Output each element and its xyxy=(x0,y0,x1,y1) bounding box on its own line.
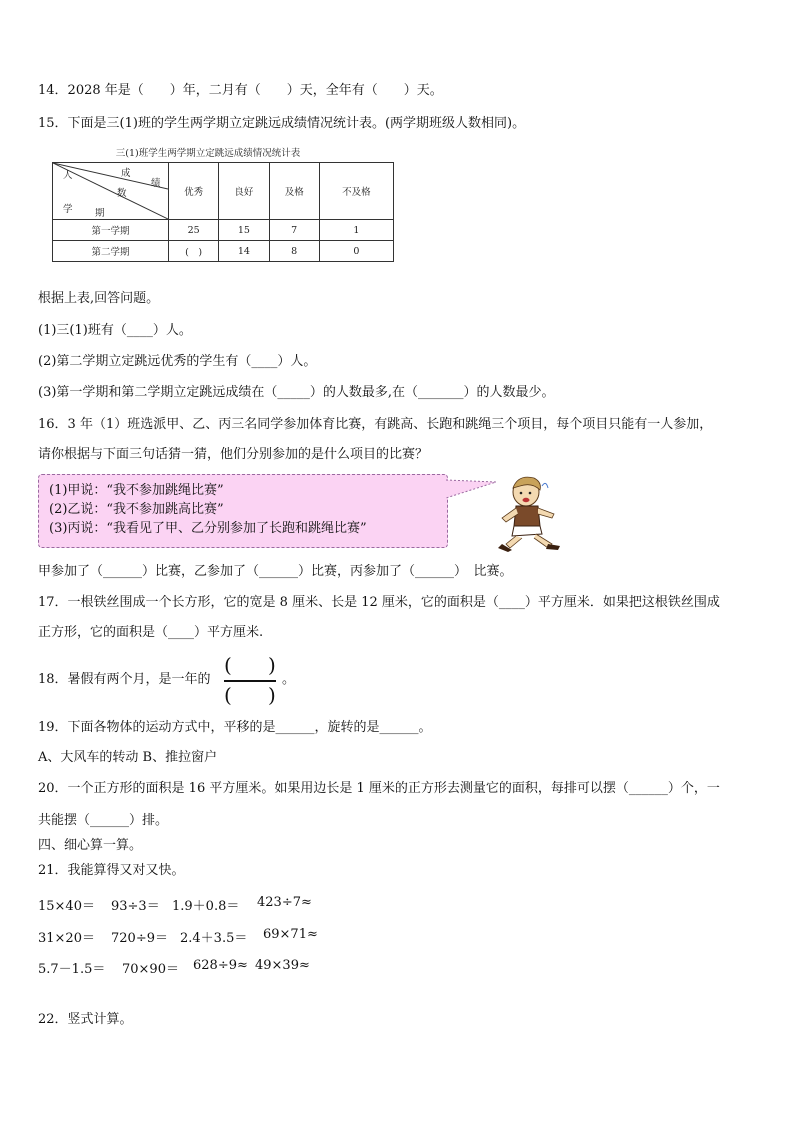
fraction-numerator-close-paren: ) xyxy=(268,653,276,677)
diag-label-cheng: 成 xyxy=(121,168,131,179)
table-cell: 14 xyxy=(219,241,269,262)
table-cell: 25 xyxy=(169,220,219,241)
col-header-good: 良好 xyxy=(219,163,269,220)
question-15-part-1: (1)三(1)班有（____）人。 xyxy=(38,323,192,338)
col-header-pass: 及格 xyxy=(269,163,319,220)
calc-item: 628÷9≈ xyxy=(193,958,248,973)
section-4-heading: 四、细心算一算。 xyxy=(38,838,143,853)
bubble-line: (2)乙说：“我不参加跳高比赛” xyxy=(49,502,224,517)
question-19: 19．下面各物体的运动方式中，平移的是______，旋转的是______。 xyxy=(38,720,432,735)
diagonal-header-cell xyxy=(53,163,169,220)
bubble-line: (3)丙说：“我看见了甲、乙分别参加了长跑和跳绳比赛” xyxy=(49,521,367,536)
calc-item: 93÷3＝ xyxy=(111,899,160,914)
statistics-table-block xyxy=(52,148,394,262)
calc-item: 49×39≈ xyxy=(255,958,310,973)
row-term: 第二学期 xyxy=(53,241,169,262)
question-20-line-1: 20．一个正方形的面积是 16 平方厘米。如果用边长是 1 厘米的正方形去测量它的面积，每排可以摆（______）个，一 xyxy=(38,781,720,796)
table-title: 三(1)班学生两学期立定跳远成绩情况统计表 xyxy=(115,148,301,159)
col-header-excellent: 优秀 xyxy=(169,163,219,220)
calc-item: 70×90＝ xyxy=(122,962,179,977)
calc-item: 31×20＝ xyxy=(38,931,95,946)
speech-bubble xyxy=(38,474,448,548)
fraction-denominator-close-paren: ) xyxy=(268,683,276,707)
question-16-line-2: 请你根据与下面三句话猜一猜，他们分别参加的是什么项目的比赛？ xyxy=(38,447,429,462)
table-cell: 15 xyxy=(219,220,269,241)
bubble-line: (1)甲说：“我不参加跳绳比赛” xyxy=(49,483,224,498)
calc-item: 2.4＋3.5＝ xyxy=(180,931,248,946)
question-20-line-2: 共能摆（______）排。 xyxy=(38,813,169,828)
calc-item: 423÷7≈ xyxy=(257,895,312,910)
diag-label-xue: 学 xyxy=(63,204,73,215)
question-21: 21．我能算得又对又快。 xyxy=(38,863,185,878)
question-22: 22．竖式计算。 xyxy=(38,1012,133,1027)
table-cell: 0 xyxy=(319,241,393,262)
question-14: 14．2028 年是（ ）年，二月有（ ）天，全年有（ ）天。 xyxy=(38,83,443,98)
statistics-table xyxy=(52,162,394,262)
table-cell: 1 xyxy=(319,220,393,241)
calc-item: 69×71≈ xyxy=(263,927,318,942)
question-15-intro: 15．下面是三(1)班的学生两学期立定跳远成绩情况统计表。(两学期班级人数相同)。 xyxy=(38,116,526,131)
diag-label-ren: 人 xyxy=(63,170,73,181)
question-16-line-1: 16．3 年（1）班选派甲、乙、丙三名同学参加体育比赛，有跳高、长跑和跳绳三个项目，每个项目只能有一人参加， xyxy=(38,417,713,432)
speech-bubble-tail xyxy=(446,478,498,508)
diag-label-shu: 数 xyxy=(117,188,127,199)
diag-label-ji: 绩 xyxy=(151,178,161,189)
question-18: 18．暑假有两个月，是一年的 xyxy=(38,672,211,687)
table-cell: 8 xyxy=(269,241,319,262)
fraction-bar xyxy=(224,680,276,682)
question-18-end: 。 xyxy=(282,672,296,687)
running-boy-illustration xyxy=(496,474,568,554)
calc-item: 15×40＝ xyxy=(38,899,95,914)
question-17-line-2: 正方形，它的面积是（____）平方厘米. xyxy=(38,625,264,640)
fraction-denominator-open-paren: ( xyxy=(224,683,232,707)
table-row xyxy=(53,220,394,241)
row-term: 第一学期 xyxy=(53,220,169,241)
question-19-options: A、大风车的转动 B、推拉窗户 xyxy=(38,750,218,765)
table-cell: ( ) xyxy=(169,241,219,262)
calc-item: 1.9＋0.8＝ xyxy=(172,899,240,914)
calc-item: 720÷9＝ xyxy=(111,931,168,946)
table-cell: 7 xyxy=(269,220,319,241)
table-row xyxy=(53,241,394,262)
calc-item: 5.7－1.5＝ xyxy=(38,962,106,977)
question-15-part-2: (2)第二学期立定跳远优秀的学生有（____）人。 xyxy=(38,354,317,369)
col-header-fail: 不及格 xyxy=(319,163,393,220)
fraction-numerator-open-paren: ( xyxy=(224,653,232,677)
question-16-answer: 甲参加了（______）比赛，乙参加了（______）比赛，丙参加了（______） 比赛。 xyxy=(38,564,513,579)
question-15-part-3: (3)第一学期和第二学期立定跳远成绩在（_____）的人数最多,在（_______）的人数最少。 xyxy=(38,385,555,400)
question-17-line-1: 17．一根铁丝围成一个长方形，它的宽是 8 厘米、长是 12 厘米，它的面积是（____）平方厘米．如果把这根铁丝围成 xyxy=(38,595,720,610)
diag-label-qi: 期 xyxy=(95,208,105,219)
blank-fraction xyxy=(222,652,278,710)
question-15-prompt: 根据上表,回答问题。 xyxy=(38,291,160,306)
